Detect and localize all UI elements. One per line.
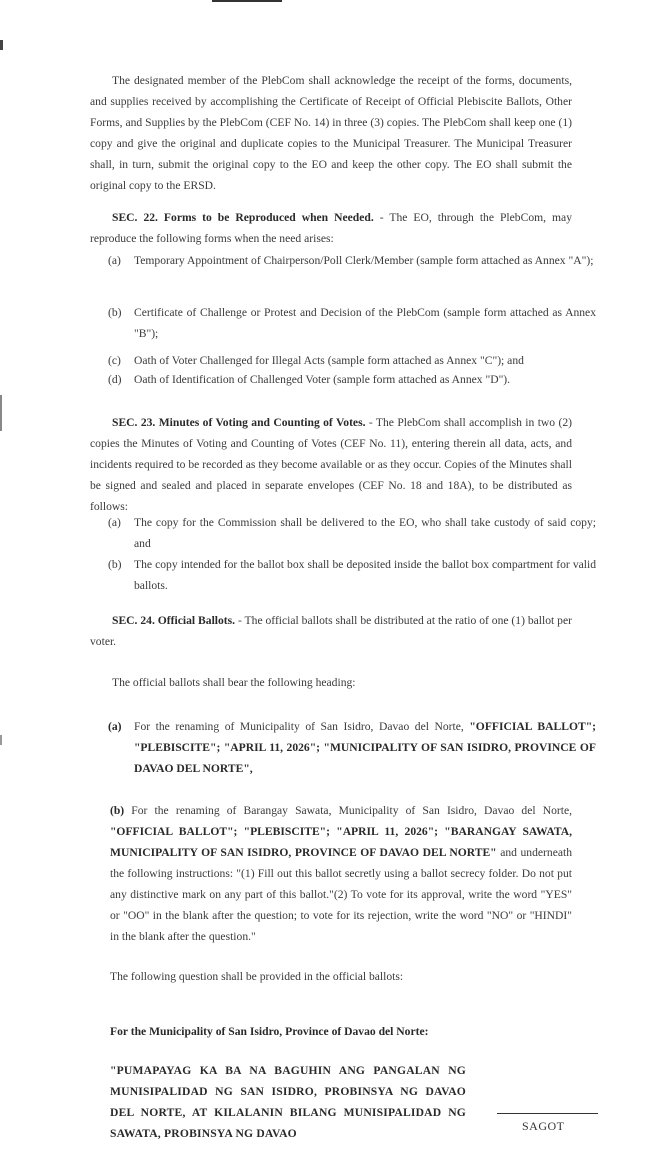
item-tail: and underneath the following instructions: "(1) Fill out this ballot secretly using a ballot secrecy folder. Do not put any distinctive mark on any part of this ballot."(2) To vote for its approval, write the word "YES" or "OO" in the blank after the question; to vote for its rejection, write the word "NO" or "HINDI" in the blank after the question." xyxy=(110,846,573,943)
municipality-heading: For the Municipality of San Isidro, Province of Davao del Norte: xyxy=(110,1025,429,1038)
ballot-heading-item-a xyxy=(108,716,596,779)
top-rule xyxy=(212,0,282,2)
sec22-item-c xyxy=(108,350,596,371)
sec22-text: - The EO, through the PlebCom, may reproduce the following forms when the need arises: xyxy=(90,211,572,245)
sec22-item-a xyxy=(108,250,596,271)
ballot-heading-intro: The official ballots shall bear the following heading: xyxy=(112,676,356,689)
item-text: Oath of Identification of Challenged Voter (sample form attached as Annex "D"). xyxy=(134,373,511,386)
sec23-item-b xyxy=(108,554,596,596)
item-label: (d) xyxy=(108,373,122,386)
sec24-heading: SEC. 24. Official Ballots. xyxy=(112,614,236,627)
item-label: (b) xyxy=(108,558,122,571)
item-label: (a) xyxy=(108,720,122,733)
sec23-text: - The PlebCom shall accomplish in two (2) copies the Minutes of Voting and Counting of Votes (CEF No. 11), entering therein all data, acts, and incidents required to be recorded as they become available or as they occur. Copies of the Minutes shall be signed and sealed and placed in separate envelopes (CEF No. 18 and 18A), to be distributed as follows: xyxy=(90,416,572,513)
item-text: For the renaming of Municipality of San Isidro, Davao del Norte, xyxy=(134,720,470,733)
answer-label: SAGOT xyxy=(522,1119,565,1133)
item-bold: "OFFICIAL BALLOT"; "PLEBISCITE"; "APRIL 11, 2026"; "MUNICIPALITY OF SAN ISIDRO, PROVINCE OF DAVAO DEL NORTE", xyxy=(134,720,597,775)
sec23-heading: SEC. 23. Minutes of Voting and Counting of Votes. xyxy=(112,416,366,429)
item-text: The copy for the Commission shall be delivered to the EO, who shall take custody of said copy; and xyxy=(134,516,596,550)
answer-blank-line xyxy=(497,1113,598,1114)
scan-edge-mark xyxy=(0,735,2,745)
sec24-paragraph xyxy=(90,610,572,652)
item-label: (a) xyxy=(108,254,121,267)
sec22-paragraph xyxy=(90,207,572,249)
item-text: The copy intended for the ballot box shall be deposited inside the ballot box compartment for valid ballots. xyxy=(134,558,596,592)
item-text: Oath of Voter Challenged for Illegal Acts (sample form attached as Annex "C"); and xyxy=(134,354,524,367)
item-label: (b) xyxy=(110,804,125,817)
item-text: Certificate of Challenge or Protest and Decision of the PlebCom (sample form attached as Annex "B"); xyxy=(134,306,596,340)
sec22-item-d xyxy=(108,369,596,390)
item-text: For the renaming of Barangay Sawata, Municipality of San Isidro, Davao del Norte, xyxy=(124,804,572,817)
paragraph-receipt: The designated member of the PlebCom shall acknowledge the receipt of the forms, documents, and supplies received by accomplishing the Certificate of Receipt of Official Plebiscite Ballots, Other Forms, and Supplies by the PlebCom (CEF No. 14) in three (3) copies. The PlebCom shall keep one (1) copy and give the original and duplicate copies to the Municipal Treasurer. The Municipal Treasurer shall, in turn, submit the original copy to the EO and keep the other copy. The EO shall submit the original copy to the ERSD. xyxy=(90,74,572,192)
item-text: Temporary Appointment of Chairperson/Poll Clerk/Member (sample form attached as Annex "A"); xyxy=(134,254,594,267)
sec23-item-a xyxy=(108,512,596,554)
sec24-text: - The official ballots shall be distributed at the ratio of one (1) ballot per voter. xyxy=(90,614,572,648)
ballot-heading-item-b xyxy=(110,800,572,947)
item-label: (c) xyxy=(108,354,121,367)
ballot-question: "PUMAPAYAG KA BA NA BAGUHIN ANG PANGALAN NG MUNISIPALIDAD NG SAN ISIDRO, PROBINSYA NG DAVAO DEL NORTE, AT KILALANIN BILANG MUNISIPALIDAD NG SAWATA, PROBINSYA NG DAVAO xyxy=(110,1064,466,1140)
item-label: (a) xyxy=(108,516,121,529)
sec22-item-b xyxy=(108,302,596,344)
item-bold: "OFFICIAL BALLOT"; "PLEBISCITE"; "APRIL 11, 2026"; "BARANGAY SAWATA, MUNICIPALITY OF SAN ISIDRO, PROVINCE OF DAVAO DEL NORTE" xyxy=(110,825,572,859)
sec23-paragraph xyxy=(90,412,572,517)
sec22-heading: SEC. 22. Forms to be Reproduced when Needed. xyxy=(112,211,374,224)
question-intro: The following question shall be provided in the official ballots: xyxy=(110,970,404,983)
scan-edge-mark xyxy=(0,395,2,431)
scan-edge-mark xyxy=(0,40,3,50)
item-label: (b) xyxy=(108,306,122,319)
